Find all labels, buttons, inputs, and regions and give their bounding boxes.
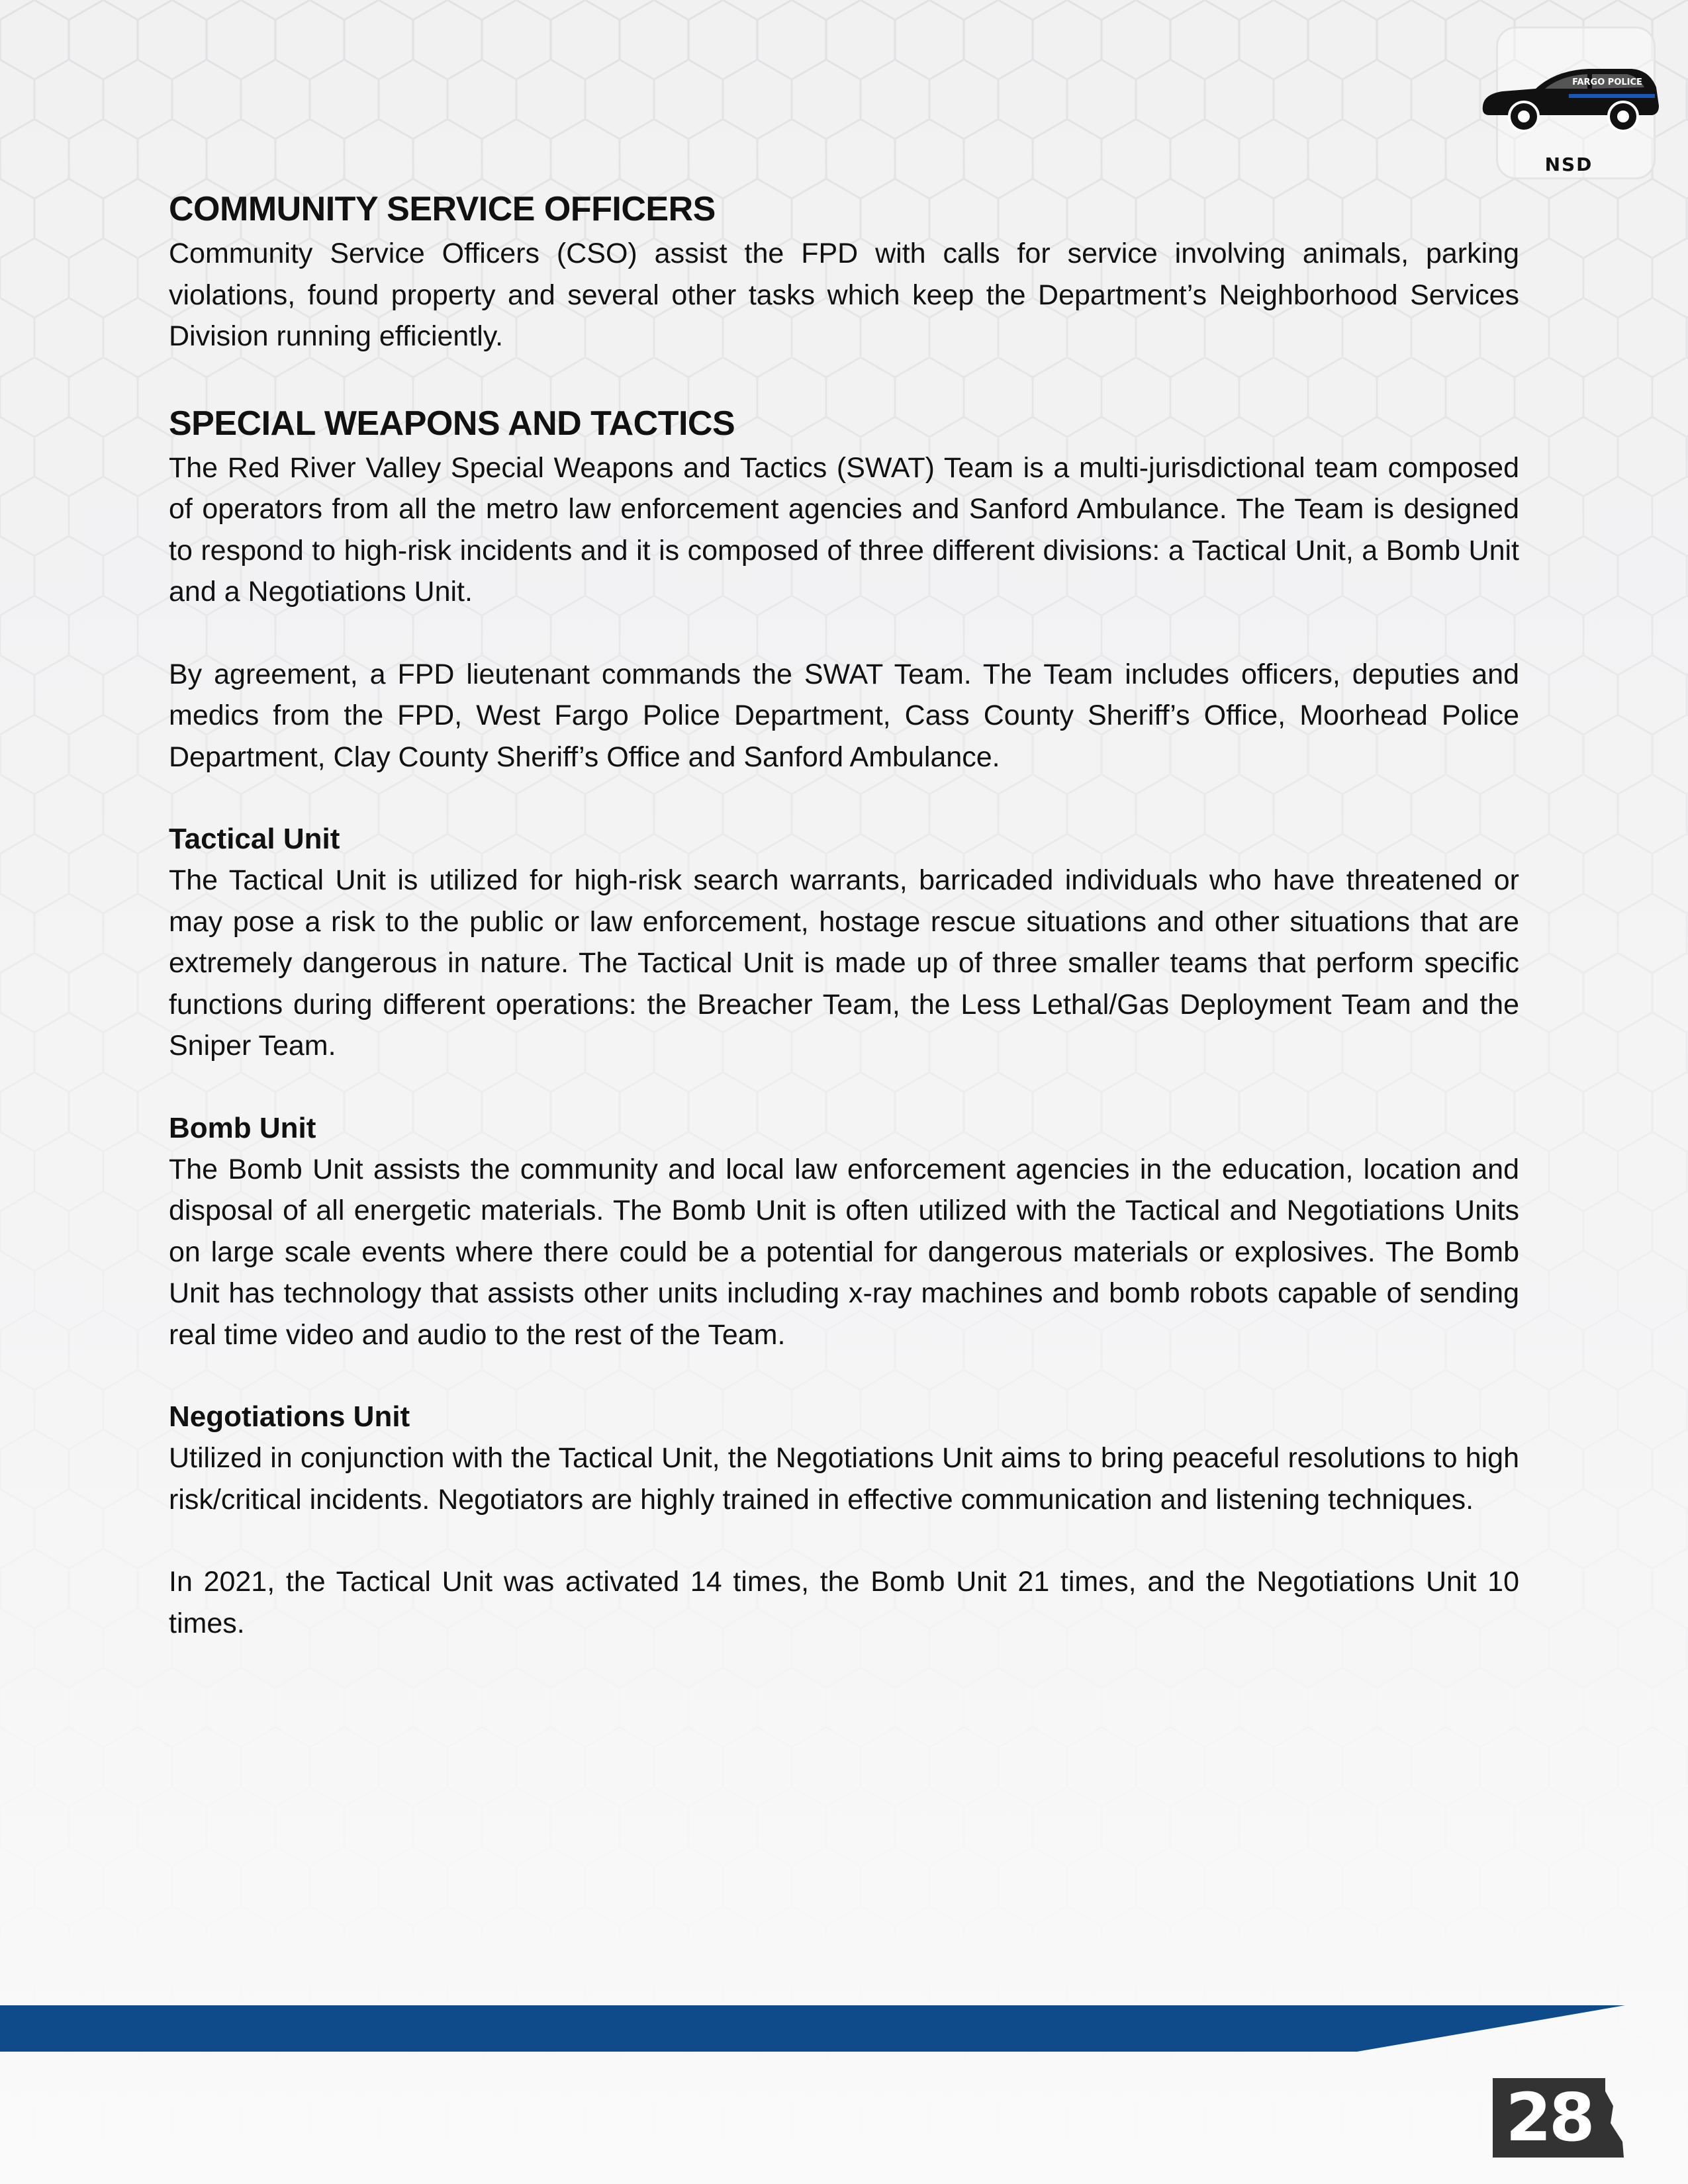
page-number: 28 [1505, 2079, 1593, 2156]
negotiations-unit-body: Utilized in conjunction with the Tactical Unit, the Negotiations Unit aims to bring peaceful resolutions to high risk/critical incidents. Negotiators are highly trained in effective communication and listening techniques. [169, 1442, 1519, 1516]
cso-body: Community Service Officers (CSO) assist the FPD with calls for service involving animals, parking violations, found property and several other tasks which keep the Department’s Neighborhood Services Division running efficiently. [169, 238, 1519, 352]
cso-title: COMMUNITY SERVICE OFFICERS [169, 190, 716, 228]
footer-band-shape [0, 2005, 1625, 2052]
swat-title: SPECIAL WEAPONS AND TACTICS [169, 404, 735, 443]
main-content [169, 185, 1519, 1644]
footer-band [0, 1999, 1688, 2052]
page-number-badge [1493, 2078, 1625, 2158]
bomb-unit-heading: Bomb Unit [169, 1111, 316, 1144]
swat-intro: The Red River Valley Special Weapons and Tactics (SWAT) Team is a multi-jurisdictional team composed of operators from all the metro law enforcement agencies and Sanford Ambulance. The Team is designed to respond to high-risk incidents and it is composed of three different divisions: a Tactical Unit, a Bomb Unit and a Negotiations Unit. [169, 451, 1519, 608]
tactical-unit-heading: Tactical Unit [169, 823, 340, 855]
tactical-unit-body: The Tactical Unit is utilized for high-risk search warrants, barricaded individuals who have threatened or may pose a risk to the public or law enforcement, hostage rescue situations and other situations that are extremely dangerous in nature. The Tactical Unit is made up of three smaller teams that perform specific functions during different operations: the Breacher Team, the Less Lethal/Gas Deployment Team and the Sniper Team. [169, 864, 1519, 1062]
car-door-text: FARGO POLICE [1572, 77, 1642, 87]
swat-agreement: By agreement, a FPD lieutenant commands the SWAT Team. The Team includes officers, deputies and medics from the FPD, West Fargo Police Department, Cass County Sheriff’s Office, Moorhead Police Department, Clay County Sheriff’s Office and Sanford Ambulance. [169, 658, 1519, 773]
negotiations-unit-heading: Negotiations Unit [169, 1400, 410, 1433]
logo-label: NSD [1544, 154, 1593, 175]
bomb-unit-body: The Bomb Unit assists the community and local law enforcement agencies in the education, location and disposal of all energetic materials. The Bomb Unit is often utilized with the Tactical and Negotiations Units on large scale events where there could be a potential for dangerous materials or explosives. The Bomb Unit has technology that assists other units including x-ray machines and bomb robots capable of sending real time video and audio to the rest of the Team. [169, 1153, 1519, 1351]
activation-stats: In 2021, the Tactical Unit was activated 14 times, the Bomb Unit 21 times, and the Negotiations Unit 10 times. [169, 1566, 1519, 1639]
police-car-icon [1476, 60, 1662, 139]
nsd-logo [1476, 26, 1662, 179]
